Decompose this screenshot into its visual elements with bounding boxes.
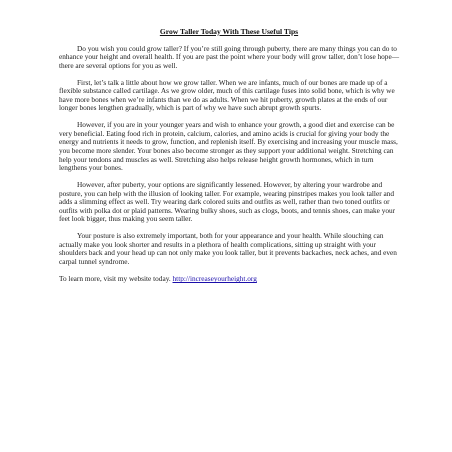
paragraph-posture: Your posture is also extremely important, both for your appearance and your health. While slouching can actually make you look shorter and results in a plethora of health complications, sitting up straight with your shoulders back and your head up can not only make you look taller, but it prevents backaches, neck aches, and even carpal tunnel syndrome. bbox=[59, 231, 397, 267]
paragraph-wardrobe: However, after puberty, your options are significantly lessened. However, by altering your wardrobe and posture, you can help with the illusion of looking taller. For example, wearing pinstripes makes you look taller and adds a slimming effect as well. Try wearing dark colored suits and outfits as well, rather than two toned outfits or outfits with polka dot or plaid patterns. Wearing bulky shoes, such as clogs, boots, and tennis shoes, can make your feet look bigger, thus making you seem taller. bbox=[59, 180, 396, 224]
paragraph-intro: Do you wish you could grow taller? If you’re still going through puberty, there are many things you can do to enhance your height and overall health. If you are past the point where your body will grow taller, don’t lose hope—there are several options for you as well. bbox=[59, 43, 399, 70]
document-body bbox=[59, 28, 399, 284]
website-link[interactable]: http://increaseyourheight.org bbox=[172, 274, 257, 284]
closing-text: To learn more, visit my website today. bbox=[59, 274, 173, 284]
paragraph-diet-exercise: However, if you are in your younger years and wish to enhance your growth, a good diet and exercise can be very beneficial. Eating food rich in protein, calcium, calories, and amino acids is crucial for giving your body the energy and nutrients it needs to grow, function, and replenish itself. By exercising and increasing your muscle mass, you become more slender. Your bones also become stronger as they support your additional weight. Stretching can help your tendons and muscles as well. Stretching also helps release height growth hormones, which in turn lengthens your bones. bbox=[59, 120, 398, 173]
closing-line bbox=[59, 275, 399, 284]
paragraph-how-we-grow: First, let’s talk a little about how we grow taller. When we are infants, much of our bones are made up of a flexible substance called cartilage. As we grow older, much of this cartilage fuses into solid bone, which is why we have more bones when we’re infants than we do as adults. When we hit puberty, growth plates at the ends of our longer bones lengthen gradually, which is part of why we have such abrupt growth spurts. bbox=[59, 77, 395, 113]
document-title: Grow Taller Today With These Useful Tips bbox=[159, 27, 299, 36]
